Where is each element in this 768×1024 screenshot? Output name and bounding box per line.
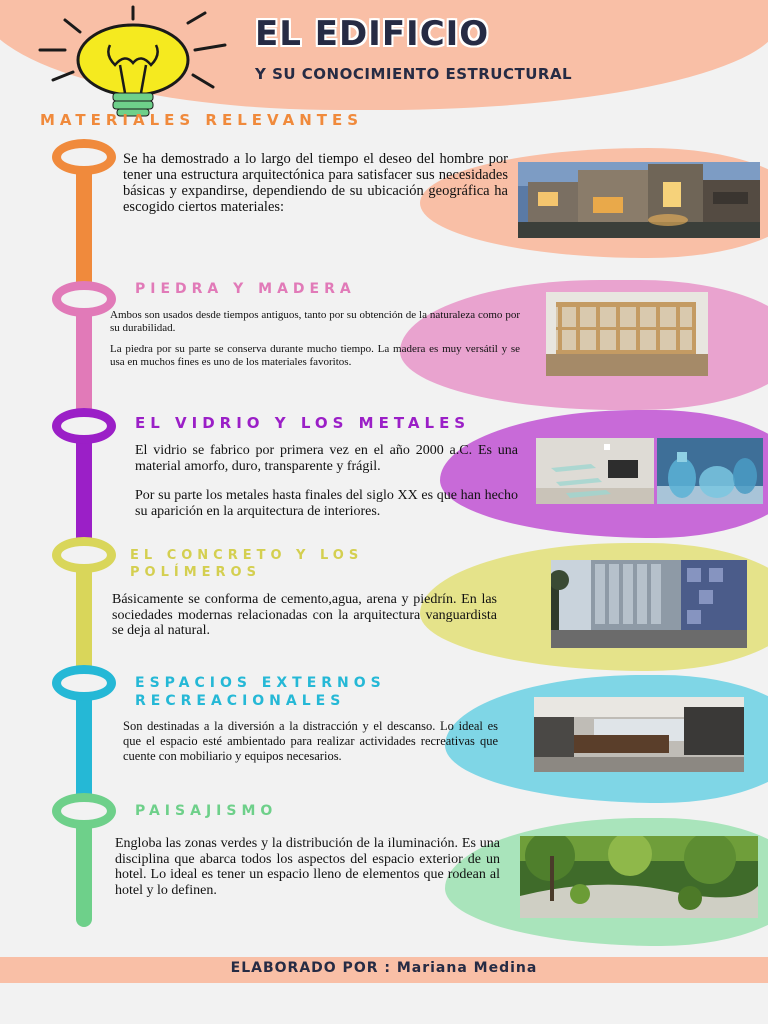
materiales-heading: MATERIALES RELEVANTES: [40, 111, 364, 129]
timeline-node-1: [52, 139, 116, 175]
timeline-node-4: [52, 537, 116, 573]
vidrio-text-2: Por su parte los metales hasta finales del siglo XX es que han hecho su aparición en la arquitectura de interiores.: [135, 488, 518, 519]
wood-frame-photo: [546, 292, 708, 376]
lightbulb-icon: [35, 5, 235, 120]
espacios-heading-line2: RECREACIONALES: [135, 693, 346, 709]
interior-lounge-photo: [534, 697, 744, 772]
concreto-heading-line2: POLÍMEROS: [130, 565, 261, 580]
paisajismo-text: Engloba las zonas verdes y la distribución de la iluminación. Es una disciplina que abarca todos los aspectos del espacio exterior de un hotel. Lo ideal es tener un espacio lleno de elementos que rodean al hotel y lo definen.: [115, 836, 500, 898]
espacios-text: Son destinadas a la diversión a la distracción y el descanso. Lo ideal es que el espacio esté ambientado para realizar actividades recreativas que cuente con mobiliario y equipos necesarios.: [123, 719, 498, 763]
glass-shelves-photo: [536, 438, 654, 504]
concreto-text: Básicamente se conforma de cemento,agua, arena y piedrín. En las sociedades modernas relacionadas con la arquitectura vanguardista se deja al natural.: [112, 592, 497, 638]
piedra-text-1: Ambos son usados desde tiempos antiguos, tanto por su obtención de la naturaleza como por su durabilidad.: [110, 309, 520, 334]
concrete-building-photo: [551, 560, 747, 648]
timeline-node-3: [52, 408, 116, 444]
author-credit: ELABORADO POR : Mariana Medina: [230, 960, 538, 976]
piedra-text-2: La piedra por su parte se conserva durante mucho tiempo. La madera es muy versátil y se usa en muchos fines es uno de los materiales favoritos.: [110, 343, 520, 368]
vidrio-heading: EL VIDRIO Y LOS METALES: [135, 414, 471, 432]
espacios-heading-line1: ESPACIOS EXTERNOS: [135, 675, 386, 691]
intro-text: Se ha demostrado a lo largo del tiempo el deseo del hombre por tener una estructura arquitectónica para satisfacer sus necesidades básicas y expandirse, dependiendo de su ubicación geográfica ha escogido ciertos materiales:: [123, 151, 508, 215]
piedra-heading: PIEDRA Y MADERA: [135, 281, 356, 297]
glass-vases-photo: [657, 438, 763, 504]
garden-photo: [520, 836, 758, 918]
paisajismo-heading: PAISAJISMO: [135, 803, 278, 819]
concreto-heading-line1: EL CONCRETO Y LOS: [130, 548, 364, 563]
timeline-node-2: [52, 281, 116, 317]
timeline-node-6: [52, 793, 116, 829]
vidrio-text-1: El vidrio se fabrico por primera vez en el año 2000 a.C. Es una material amorfo, duro, transparente y frágil.: [135, 443, 518, 474]
page-title: EL EDIFICIO: [255, 14, 490, 54]
stone-house-photo: [518, 162, 760, 238]
timeline-node-5: [52, 665, 116, 701]
page-subtitle: Y SU CONOCIMIENTO ESTRUCTURAL: [255, 65, 573, 83]
